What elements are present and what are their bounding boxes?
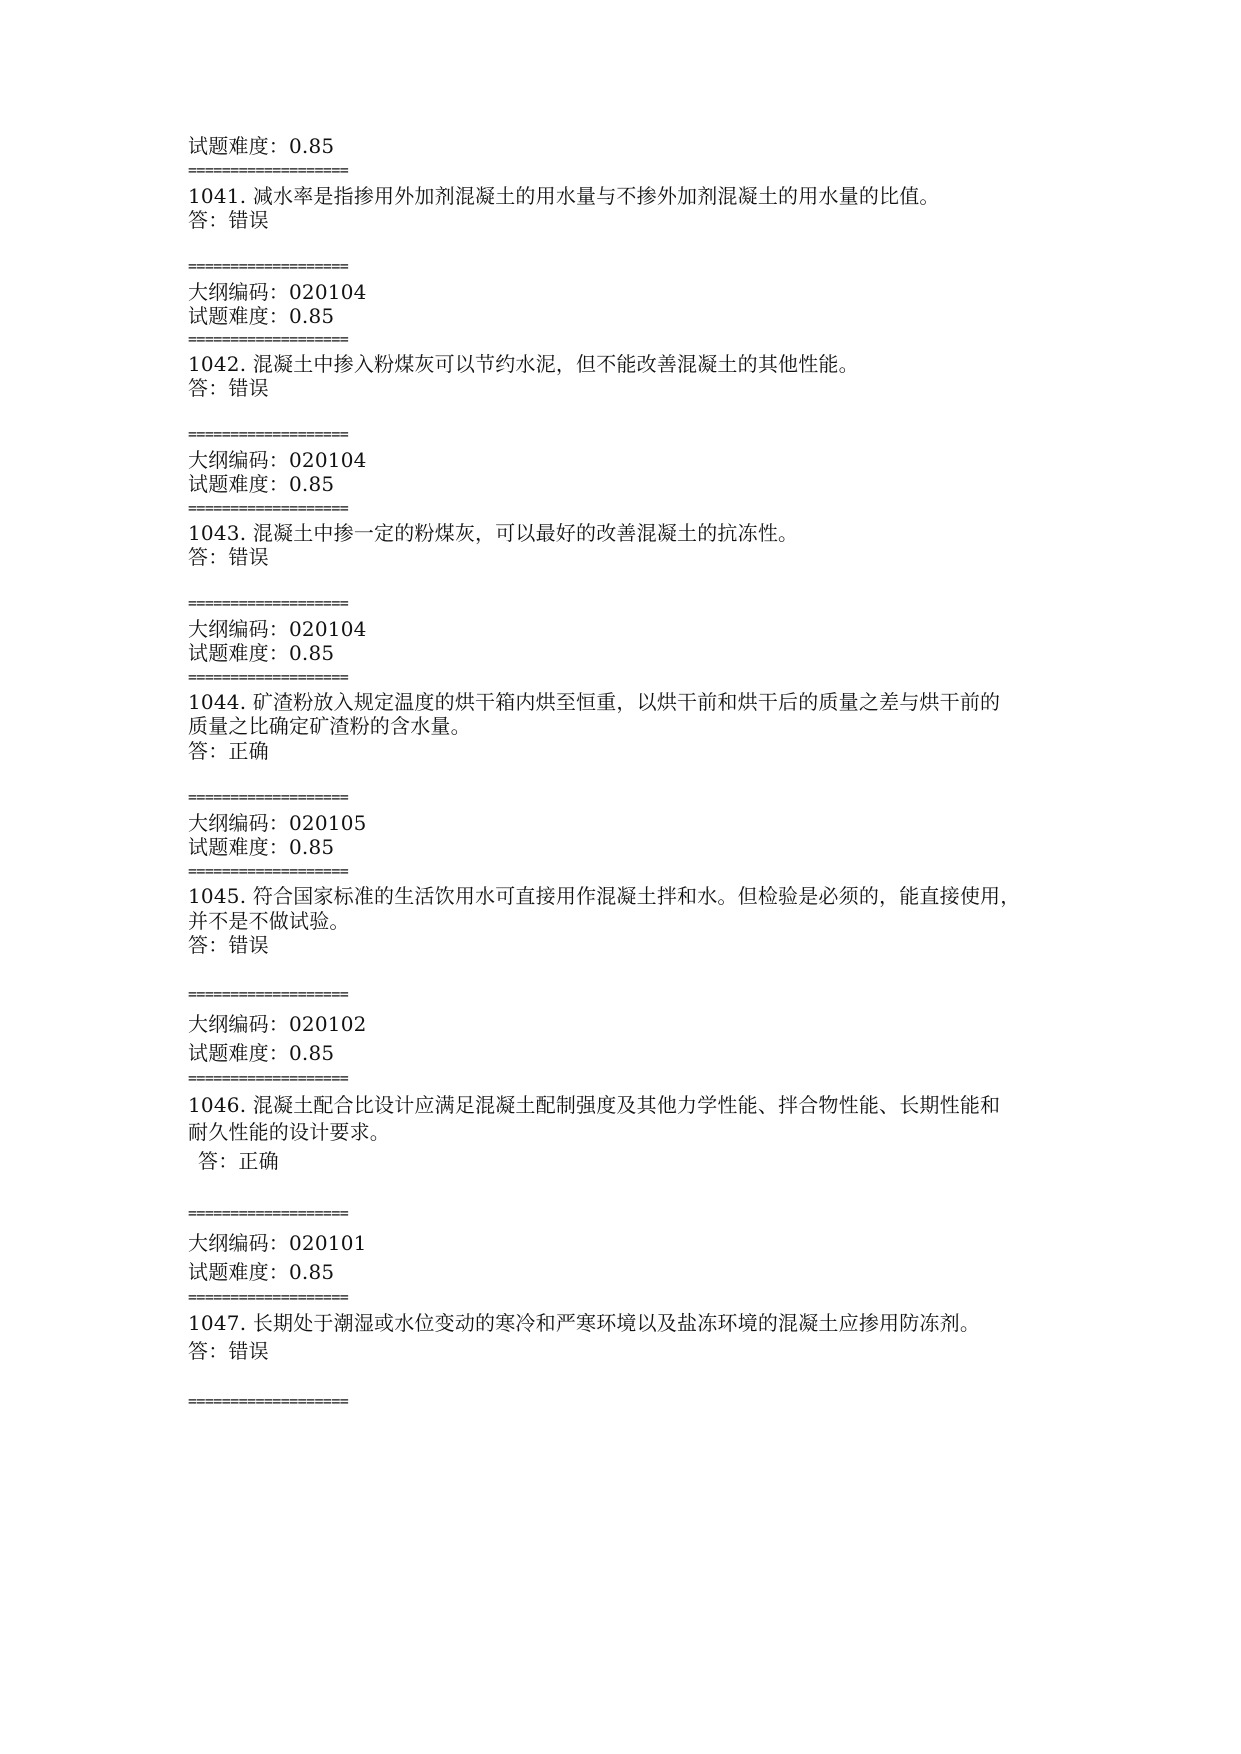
syllabus-code-line: 大纲编码：020104 — [188, 280, 367, 304]
question-1045: 1045. 符合国家标准的生活饮用水可直接用作混凝土拌和水。但检验是必须的，能直接使用， — [188, 884, 1021, 908]
question-1043: 1043. 混凝土中掺一定的粉煤灰，可以最好的改善混凝土的抗冻性。 — [188, 521, 799, 545]
difficulty-line: 试题难度：0.85 — [188, 835, 335, 859]
answer-1042: 答：错误 — [188, 376, 269, 400]
separator: =================== — [188, 594, 349, 612]
separator: =================== — [188, 257, 349, 275]
answer-1041: 答：错误 — [188, 208, 269, 232]
separator: =================== — [188, 668, 349, 686]
difficulty-line: 试题难度：0.85 — [188, 304, 335, 328]
difficulty-line: 试题难度：0.85 — [188, 1041, 335, 1065]
syllabus-code-line: 大纲编码：020104 — [188, 448, 367, 472]
separator: =================== — [188, 985, 349, 1003]
question-1041: 1041. 减水率是指掺用外加剂混凝土的用水量与不掺外加剂混凝土的用水量的比值。 — [188, 184, 940, 208]
difficulty-line: 试题难度：0.85 — [188, 472, 335, 496]
answer-1044: 答：正确 — [188, 739, 269, 763]
answer-1043: 答：错误 — [188, 545, 269, 569]
question-1042: 1042. 混凝土中掺入粉煤灰可以节约水泥，但不能改善混凝土的其他性能。 — [188, 352, 859, 376]
separator: =================== — [188, 425, 349, 443]
separator: =================== — [188, 499, 349, 517]
question-1046-cont: 耐久性能的设计要求。 — [188, 1120, 390, 1144]
difficulty-line: 试题难度：0.85 — [188, 134, 335, 158]
separator: =================== — [188, 161, 349, 179]
separator: =================== — [188, 862, 349, 880]
answer-1046: 答：正确 — [198, 1149, 279, 1173]
question-1046: 1046. 混凝土配合比设计应满足混凝土配制强度及其他力学性能、拌合物性能、长期性能和 — [188, 1093, 1001, 1117]
separator: =================== — [188, 1288, 349, 1306]
difficulty-line: 试题难度：0.85 — [188, 1260, 335, 1284]
separator: =================== — [188, 1204, 349, 1222]
syllabus-code-line: 大纲编码：020105 — [188, 811, 367, 835]
difficulty-line: 试题难度：0.85 — [188, 641, 335, 665]
separator: =================== — [188, 1392, 349, 1410]
question-1047: 1047. 长期处于潮湿或水位变动的寒冷和严寒环境以及盐冻环境的混凝土应掺用防冻剂。 — [188, 1311, 981, 1335]
syllabus-code-line: 大纲编码：020102 — [188, 1012, 367, 1036]
answer-1045: 答：错误 — [188, 933, 269, 957]
separator: =================== — [188, 788, 349, 806]
question-1044-cont: 质量之比确定矿渣粉的含水量。 — [188, 714, 471, 738]
answer-1047: 答：错误 — [188, 1339, 269, 1363]
separator: =================== — [188, 330, 349, 348]
syllabus-code-line: 大纲编码：020101 — [188, 1231, 367, 1255]
separator: =================== — [188, 1069, 349, 1087]
question-1044: 1044. 矿渣粉放入规定温度的烘干箱内烘至恒重，以烘干前和烘干后的质量之差与烘干前的 — [188, 690, 1001, 714]
question-1045-cont: 并不是不做试验。 — [188, 909, 350, 933]
syllabus-code-line: 大纲编码：020104 — [188, 617, 367, 641]
